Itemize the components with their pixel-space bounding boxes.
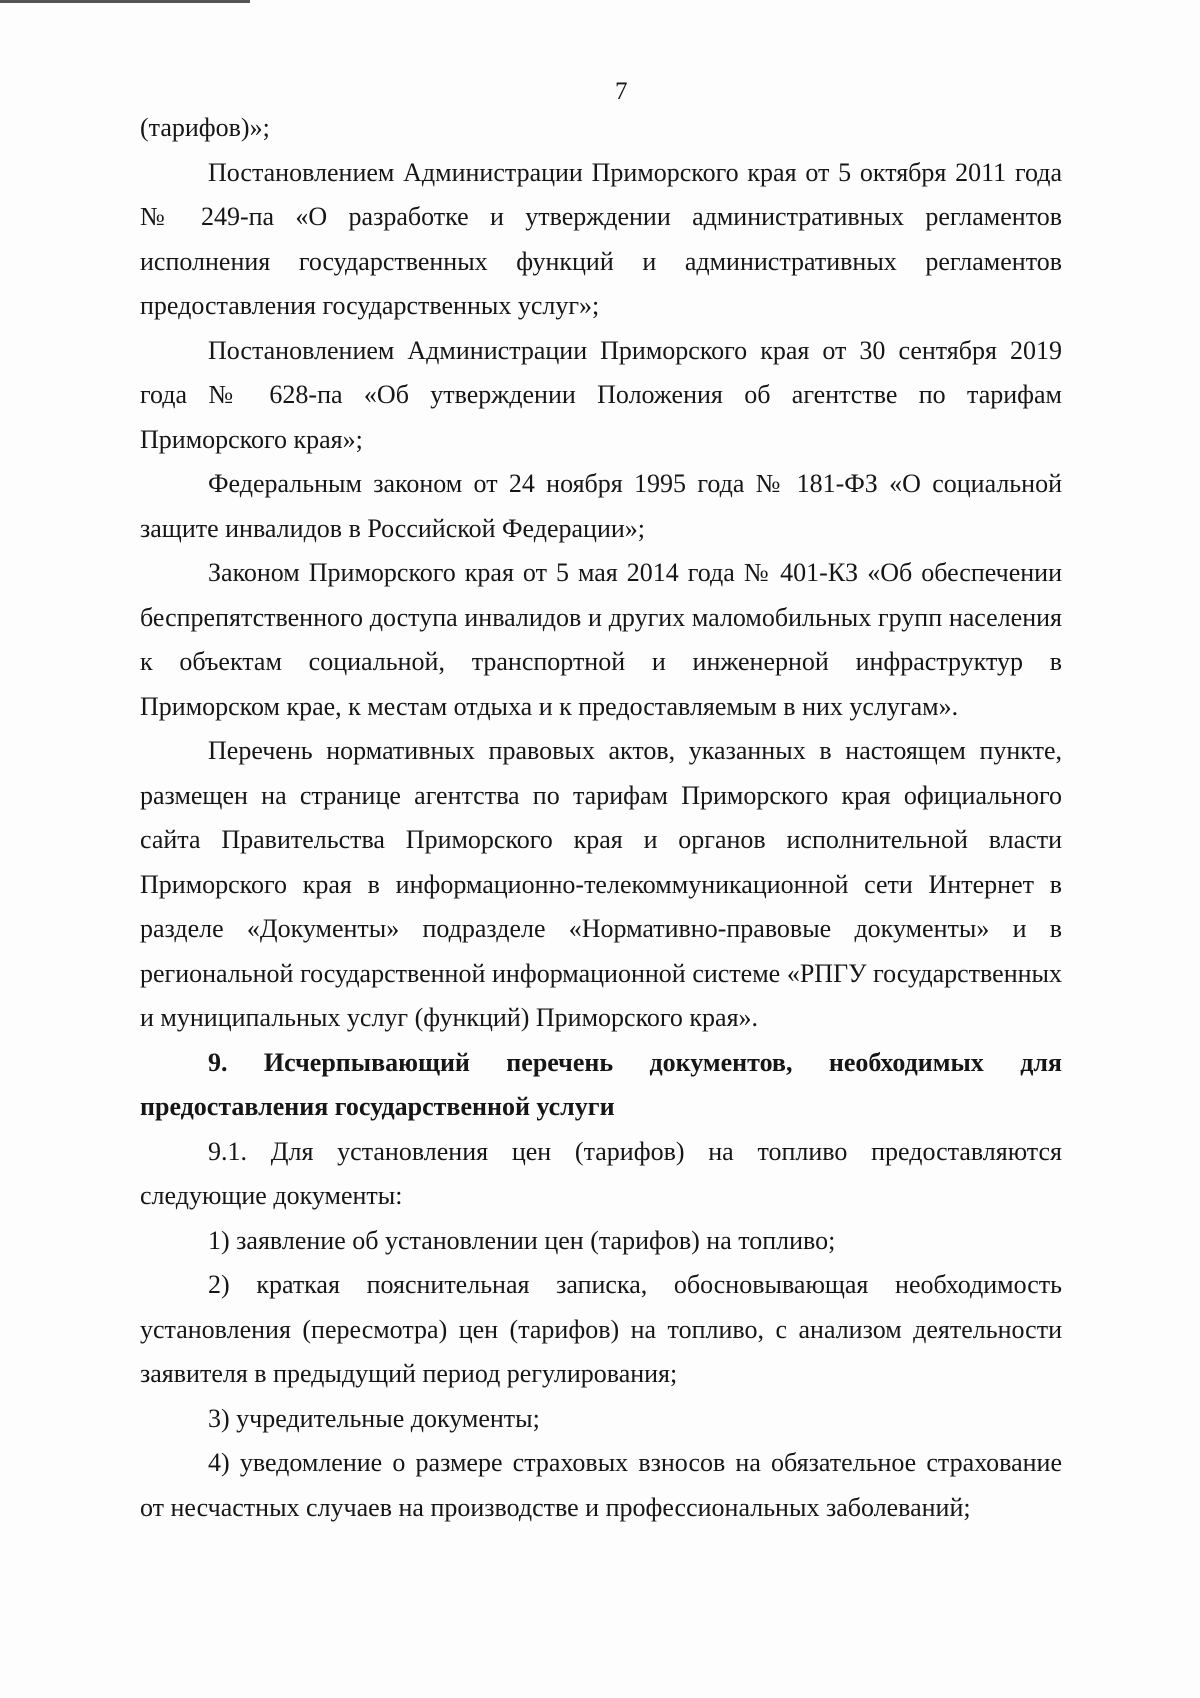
list-item-4: 4) уведомление о размере страховых взносов на обязательное страхование от несчастных случаев на производстве и профессиональных заболеваний; xyxy=(140,1448,1062,1522)
paragraph-regional-law-401: Законом Приморского края от 5 мая 2014 года № 401-КЗ «Об обеспечении беспрепятственного доступа инвалидов и других маломобильных групп населения к объектам социальной, транспортной и инженерной инфраструктур в Приморском крае, к местам отдыха и к предоставляемым в них услугам». xyxy=(140,558,1062,721)
paragraph-acts-list-location: Перечень нормативных правовых актов, указанных в настоящем пункте, размещен на странице агентства по тарифам Приморского края официального сайта Правительства Приморского края и органов исполнительной власти Приморского края в информационно-телекоммуникационной сети Интернет в разделе «Документы» подразделе «Нормативно-правовые документы» и в региональной государственной информационной системе «РПГУ государственных и муниципальных услуг (функций) Приморского края». xyxy=(140,736,1062,1032)
paragraph-continuation: (тарифов)»; xyxy=(140,113,270,142)
list-item-1: 1) заявление об установлении цен (тарифов) на топливо; xyxy=(208,1225,836,1255)
paragraph-federal-law-181: Федеральным законом от 24 ноября 1995 года № 181-ФЗ «О социальной защите инвалидов в Российской Федерации»; xyxy=(140,469,1062,543)
document-body xyxy=(140,106,1062,1530)
paragraph-9-1: 9.1. Для установления цен (тарифов) на топливо предоставляются следующие документы: xyxy=(140,1136,1062,1210)
page-number: 7 xyxy=(615,78,628,105)
paragraph-resolution-628: Постановлением Администрации Приморского края от 30 сентября 2019 года № 628-па «Об утверждении Положения об агентстве по тарифам Приморского края»; xyxy=(140,335,1062,454)
list-item-2: 2) краткая пояснительная записка, обосновывающая необходимость установления (пересмотра) цен (тарифов) на топливо, с анализом деятельности заявителя в предыдущий период регулирования; xyxy=(140,1270,1062,1388)
section-heading-9: 9. Исчерпывающий перечень документов, необходимых для предоставления государственной услуги xyxy=(140,1047,1062,1121)
scan-edge-mark xyxy=(0,0,250,3)
paragraph-resolution-249: Постановлением Администрации Приморского края от 5 октября 2011 года № 249-па «О разработке и утверждении административных регламентов исполнения государственных функций и административных регламентов предоставления государственных услуг»; xyxy=(140,157,1062,320)
list-item-3: 3) учредительные документы; xyxy=(208,1403,540,1433)
